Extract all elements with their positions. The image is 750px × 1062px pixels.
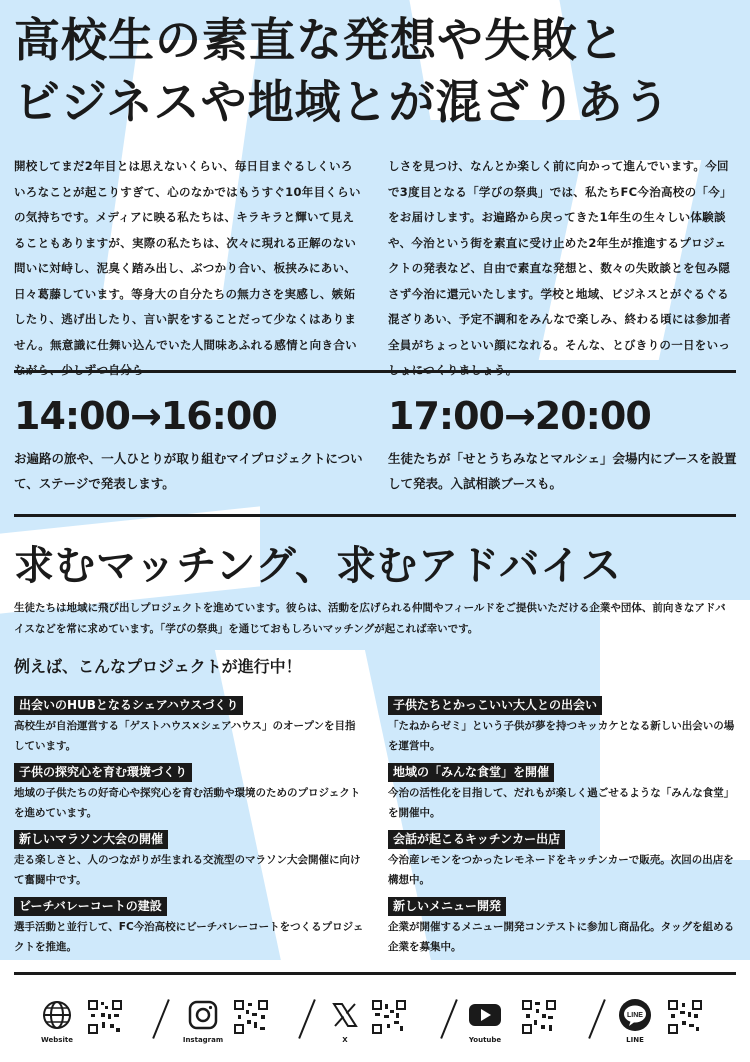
schedule-desc-2: 生徒たちが「せとうちみなとマルシェ」会場内にブースを設置して発表。入試相談ブースも。 xyxy=(388,451,737,491)
footer-divider xyxy=(152,999,170,1039)
qr-code-icon xyxy=(234,1000,268,1034)
project-title: 子供の探究心を育む環境づくり xyxy=(14,763,192,782)
project-item xyxy=(14,895,364,957)
project-title: 会話が起こるキッチンカー出店 xyxy=(388,830,565,849)
youtube-link[interactable] xyxy=(468,998,578,1048)
schedule-time-1: 14:00→16:00 xyxy=(14,394,277,438)
line-icon xyxy=(618,998,652,1032)
headline-line1: 高校生の素直な発想や失敗と xyxy=(14,13,625,67)
qr-code-icon xyxy=(668,1000,702,1034)
project-desc: 「たねからゼミ」という子供が夢を持つキッカケとなる新しい出会いの場を運営中。 xyxy=(388,720,735,752)
intro-right: しさを見つけ、なんとか楽しく前に向かって進んでいます。今回で3度目となる「学びの祭典」では、私たちFC今治高校の「今」をお届けします。お遍路から戻ってきた1年生の生々しい体験談や、今治という街を素直に受け止めた2年生が推進するプロジェクトの発表など、自由で素直な発想と、数々の失敗談とを包み隠さず今治に還元いたします。学校と地域、ビジネスとがぐるぐる混ざりあい、予定不調和をみんなで楽しみ、終わる頃には参加者全員がちょっといい顔になれる。そんな、とびきりの一日をいっ xyxy=(388,159,732,352)
globe-icon xyxy=(40,998,74,1032)
project-desc: 今治産レモンをつかったレモネードをキッチンカーで販売。次回の出店を構想中。 xyxy=(388,854,734,886)
svg-text:LINE: LINE xyxy=(627,1012,643,1019)
schedule-time-2: 17:00→20:00 xyxy=(388,394,651,438)
project-title: 出会いのHUBとなるシェアハウスづくり xyxy=(14,696,243,715)
youtube-label: Youtube xyxy=(468,1036,502,1044)
project-item xyxy=(14,694,364,756)
divider xyxy=(14,370,736,373)
website-link[interactable] xyxy=(40,998,150,1048)
example-heading: 例えば、こんなプロジェクトが進行中！ xyxy=(14,657,302,676)
qr-code-icon xyxy=(372,1000,406,1034)
instagram-link[interactable] xyxy=(182,998,296,1048)
qr-code-icon xyxy=(522,1000,556,1034)
x-label: X xyxy=(342,1036,348,1044)
project-item xyxy=(388,761,738,823)
project-desc: 地域の子供たちの好奇心や探究心を育む活動や環境のためのプロジェクトを進めています。 xyxy=(14,787,361,819)
headline-line2: ビジネスや地域とが混ざりあう xyxy=(14,75,671,129)
instagram-label: Instagram xyxy=(182,1036,224,1044)
youtube-icon xyxy=(468,998,502,1032)
project-desc: 今治の活性化を目指して、だれもが楽しく過ごせるような「みんな食堂」を開催中。 xyxy=(388,787,735,819)
project-title: 子供たちとかっこいい大人との出会い xyxy=(388,696,602,715)
line-label: LINE xyxy=(626,1036,644,1044)
project-item xyxy=(388,828,738,890)
footer-divider xyxy=(588,999,606,1039)
intro-left: 開校してまだ2年目とは思えないくらい、毎日目まぐるしくいろいろなことが起こりすぎて、心のなかではもうすぐ10年目くらいの気持ちです。メディアに映る私たちは、キラキラと輝いて見えることもありますが、実際の私たちは、次々に現れる正解のない問いに対峙し、泥臭く踏み出し、ぶつかり合い、板挟みにあい、日々葛藤しています。等身大の自分たちの無力さを実感し、嫉妬したり、逃げ出したり、言い訳をすることだって少なくはありません。無意識に仕舞い込んでいた人間味あふれる感情と向き合い xyxy=(14,159,361,352)
schedule-desc-1: お遍路の旅や、一人ひとりが取り組むマイプロジェクトについて、ステージで発表します。 xyxy=(14,451,363,491)
footer-divider xyxy=(440,999,458,1039)
project-desc: 選手活動と並行して、FC今治高校にビーチバレーコートをつくるプロジェクトを推進。 xyxy=(14,921,364,953)
project-title: ビーチバレーコートの建設 xyxy=(14,897,167,916)
line-link[interactable] xyxy=(618,998,728,1048)
instagram-icon xyxy=(186,998,220,1032)
project-title: 新しいメニュー開発 xyxy=(388,897,506,916)
project-item xyxy=(14,828,364,890)
project-desc: 企業が開催するメニュー開発コンテストに参加し商品化。タッグを組める企業を募集中。 xyxy=(388,921,735,953)
project-desc: 走る楽しさと、人のつながりが生まれる交流型のマラソン大会開催に向けて奮闘中です。 xyxy=(14,854,361,886)
project-item xyxy=(388,694,738,756)
divider xyxy=(14,514,736,517)
x-icon xyxy=(328,998,362,1032)
project-item xyxy=(14,761,364,823)
website-label: Website xyxy=(41,1036,73,1044)
x-link[interactable] xyxy=(328,998,438,1048)
divider xyxy=(14,972,736,975)
project-desc: 高校生が自治運営する「ゲストハウス×シェアハウス」のオープンを目指しています。 xyxy=(14,720,356,752)
footer-divider xyxy=(298,999,316,1039)
qr-code-icon xyxy=(88,1000,122,1034)
section-intro: 生徒たちは地域に飛び出しプロジェクトを進めています。彼らは、活動を広げられる仲間やフィールドをご提供いただける企業や団体、前向きなアドバイスなどを常に求めています。「学びの祭典」を通じておもしろいマッチングが起これば幸いです。 xyxy=(14,602,726,635)
project-item xyxy=(388,895,738,957)
section-title: 求むマッチング、求むアドバイス xyxy=(14,543,622,589)
project-title: 地域の「みんな食堂」を開催 xyxy=(388,763,554,782)
project-title: 新しいマラソン大会の開催 xyxy=(14,830,168,849)
